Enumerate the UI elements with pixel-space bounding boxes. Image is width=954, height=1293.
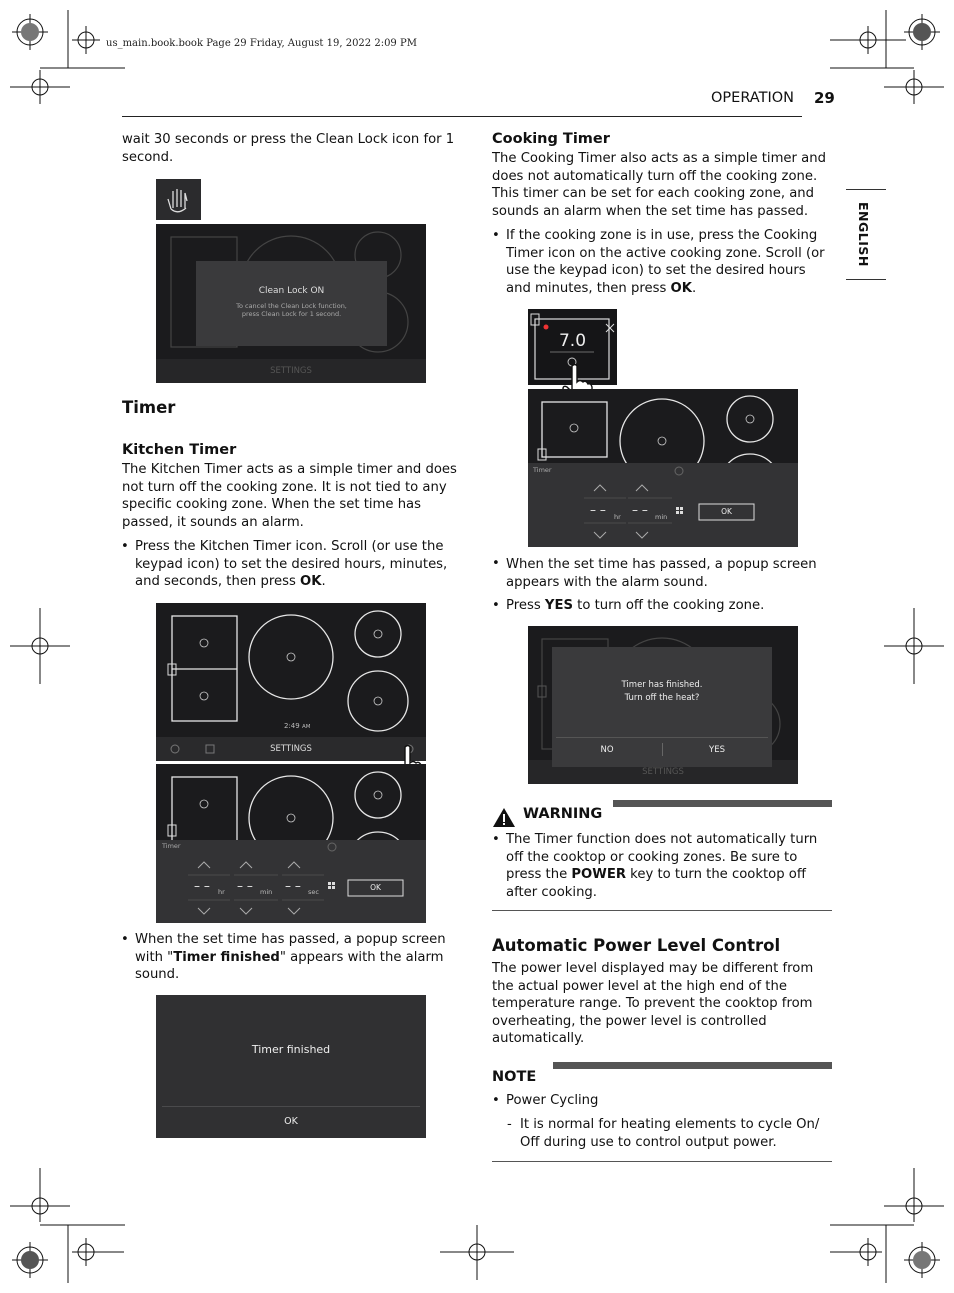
timer-title: Timer [533,466,552,474]
hours-unit: hr [614,513,621,521]
note-sub-item: - It is normal for heating elements to cycle On/ Off during use to control output power. [507,1117,820,1150]
print-header: us_main.book.book Page 29 Friday, August 19, 2022 2:09 PM [106,38,417,49]
no-button[interactable]: NO [600,745,614,755]
clean-lock-screen [156,224,426,383]
ok-button[interactable]: OK [370,883,381,892]
cooktop-zones [156,764,426,923]
turn-off-heat-screen [528,626,798,784]
yes-button[interactable]: YES [709,745,725,755]
settings-label: SETTINGS [270,366,312,376]
side-tab [846,189,886,280]
warning-bar [613,800,832,807]
cooktop-zones [528,389,798,547]
turn-off-popup [552,647,772,767]
cooking-timer-bullet-1: • If the cooking zone is in use, press the Cooking Timer icon on the active cooking zone. Scroll (or use the keypad icon) to set the desired hours and minutes, then press OK. [492,228,825,296]
popup-title: Clean Lock ON [258,286,325,296]
auto-power-para: The power level displayed may be different from the actual power level at the high end of the temperature range. To prevent the cooktop from overheating, the power level is controlled automatically. [492,961,814,1046]
cooking-timer-heading: Cooking Timer [492,131,610,147]
minutes-unit: min [260,888,273,896]
minutes-value[interactable]: – – [632,503,648,517]
clock-ampm: AM [301,724,311,730]
ok-button[interactable]: OK [721,507,732,516]
kitchen-timer-bullet-2: • When the set time has passed, a popup screen with "Timer finished" appears with the alarm sound. [121,932,446,982]
popup-line2: press Clean Lock for 1 second. [241,310,342,318]
bullet-dot: • [492,556,500,571]
cooking-timer-bullet-3: • Press YES to turn off the cooking zone. [492,598,765,613]
seconds-unit: sec [308,888,319,896]
minutes-unit: min [655,513,668,521]
seconds-value[interactable]: – – [285,879,301,893]
popup-message: Timer finished [251,1043,331,1056]
note-rule [492,1161,832,1162]
clock-display [284,722,310,730]
warning-text: • The Timer function does not automatically turn off the cooktop or cooking zones. Be sure to press the POWER key to turn the cooktop off after cooking. [492,832,818,900]
zone-level: 7.0 [558,331,587,351]
popup-divider [162,1106,420,1107]
hand-icon [156,179,201,220]
cooking-timer-bullet-2: When the set time has passed, a popup screen appears with the alarm sound. [506,557,817,590]
popup-line1: To cancel the Clean Lock function, [236,302,347,310]
timer-finished-popup [156,995,426,1138]
note-label: NOTE [492,1069,537,1085]
clean-lock-icon [156,179,201,220]
cooking-timer-screen [528,389,798,547]
cooktop-zones [156,603,426,761]
warning-rule [492,910,832,911]
hours-value[interactable]: – – [194,879,210,893]
settings-label: SETTINGS [270,744,312,754]
timer-title: Timer [162,842,181,850]
hours-value[interactable]: – – [590,503,606,517]
popup-ok-button[interactable]: OK [284,1116,298,1127]
kitchen-timer-bullet-1: • Press the Kitchen Timer icon. Scroll (or use the keypad icon) to set the desired hours, minutes, and seconds, then press OK. [121,539,448,589]
note-bar [553,1062,832,1069]
popup-line1: Timer has finished. [621,680,703,690]
timer-heading: Timer [122,398,176,417]
auto-power-heading: Automatic Power Level Control [492,936,781,955]
hours-unit: hr [218,888,225,896]
clean-lock-popup [196,261,387,346]
kitchen-timer-screen [156,764,426,923]
warning-icon [492,806,516,828]
popup-line2: Turn off the heat? [624,693,700,703]
side-tab-label: ENGLISH [856,202,871,267]
kitchen-timer-para: The Kitchen Timer acts as a simple timer and does not turn off the cooking zone. It is not tied to any specific cooking zone. When the set time has passed, it sounds an alarm. [122,462,457,530]
intro-text: wait 30 seconds or press the Clean Lock icon for 1 second. [122,132,455,165]
cooktop-main-screen [156,603,426,761]
warning-label: WARNING [523,806,603,822]
note-bullet: • Power Cycling [492,1093,599,1108]
kitchen-timer-heading: Kitchen Timer [122,442,237,458]
settings-label: SETTINGS [642,767,684,777]
popup-divider [556,737,768,738]
header-rule [122,116,802,117]
cooking-timer-para: The Cooking Timer also acts as a simple timer and does not automatically turn off the cooking zone. This timer can be set for each cooking zone, and sounds an alarm when the set time has passed. [492,151,826,219]
clock-time: 2:49 [284,722,300,730]
minutes-value[interactable]: – – [237,879,253,893]
section-title: OPERATION [711,90,794,106]
page-number: 29 [814,89,835,107]
